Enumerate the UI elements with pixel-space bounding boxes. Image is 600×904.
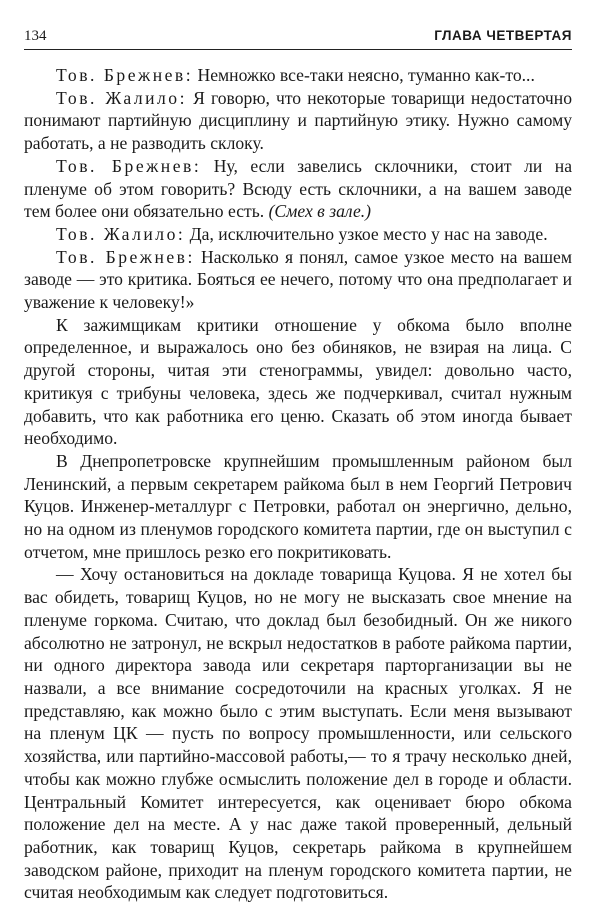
speaker-name: Тов. Брежнев: <box>56 246 195 267</box>
paragraph-text: Немножко все-таки неясно, туманно как-то... <box>193 65 535 85</box>
dialogue-paragraph <box>24 87 572 155</box>
narrative-paragraph: В Днепропетровске крупнейшим промышленным районом был Ленинский, а первым секретарем райкома был в нем Георгий Петрович Куцов. Инженер-металлург с Петровки, работал он энергично, дельно, но на одном из пленумов городского комитета партии, где он выступил с отчетом, мне пришлось резко его покритиковать. <box>24 450 572 562</box>
speaker-name: Тов. Брежнев: <box>56 65 194 85</box>
paragraph-text: Да, исключительно узкое место у нас на заводе. <box>185 223 548 244</box>
book-page <box>24 28 572 904</box>
speaker-name: Тов. Жалило: <box>56 223 186 244</box>
dialogue-paragraph <box>24 155 572 223</box>
speech-paragraph: — Хочу остановиться на докладе товарища Куцова. Я не хотел бы вас обидеть, товарищ Куцов, но не могу не высказать свое мнение на пленуме горкома. Считаю, что доклад был безобидный. Он же никого абсолютно не затронул, не вскрыл недостатков в работе райкома партии, ни одного директора завода или секретаря парторганизации вы не назвали, а все внимание сосредоточили на красных уголках. Я не представляю, как можно было с этим выступать. Если меня вызывают на пленум ЦК — пусть по вопросу промышленности, или сельского хозяйства, или партийно-массовой работы,— то я трачу несколько дней, чтобы как можно глубже осмыслить положение дел в городе и области. Центральный Комитет интересуется, как оценивает бюро обкома положение дел на месте. А у нас даже такой проверенный, дельный работник, как товарищ Куцов, секретарь райкома в крупнейшем заводском районе, приходит на пленум городского комитета партии, не считая необходимым как следует подготовиться. <box>24 564 572 903</box>
dialogue-paragraph <box>24 64 572 87</box>
chapter-title: ГЛАВА ЧЕТВЕРТАЯ <box>434 28 572 43</box>
dialogue-paragraph <box>24 246 572 314</box>
paragraph-text: Я говорю, что некоторые товарищи недостаточно понимают партийную дисциплину и партийную этику. Нужно самому работать, а не разводить склоку. <box>24 87 572 154</box>
speaker-name: Тов. Брежнев: <box>56 155 202 176</box>
narrative-paragraph: К зажимщикам критики отношение у обкома было вполне определенное, и выражалось оно без обиняков, не взирая на лица. С другой стороны, читая эти стенограммы, увидел: довольно часто, критикуя с трибуны человека, здесь же подчеркивал, считал нужным добавить, что как работника его ценю. Сказать об этом иногда бывает необходимо. <box>24 314 572 449</box>
stage-direction: (Смех в зале.) <box>268 201 372 222</box>
dialogue-paragraph <box>24 223 572 246</box>
speaker-name: Тов. Жалило: <box>56 87 187 108</box>
page-number: 134 <box>24 28 47 44</box>
running-header <box>24 28 572 50</box>
body-text <box>24 64 572 904</box>
paragraph-text: Насколько я понял, самое узкое место на вашем заводе — это критика. Бояться ее нечего, потому что она предполагает и уважение к человеку!» <box>24 246 572 313</box>
paragraph-text: Ну, если завелись склочники, стоит ли на пленуме об этом говорить? Всюду есть склочники, а на вашем заводе тем более они обязательно есть. <box>24 155 572 222</box>
